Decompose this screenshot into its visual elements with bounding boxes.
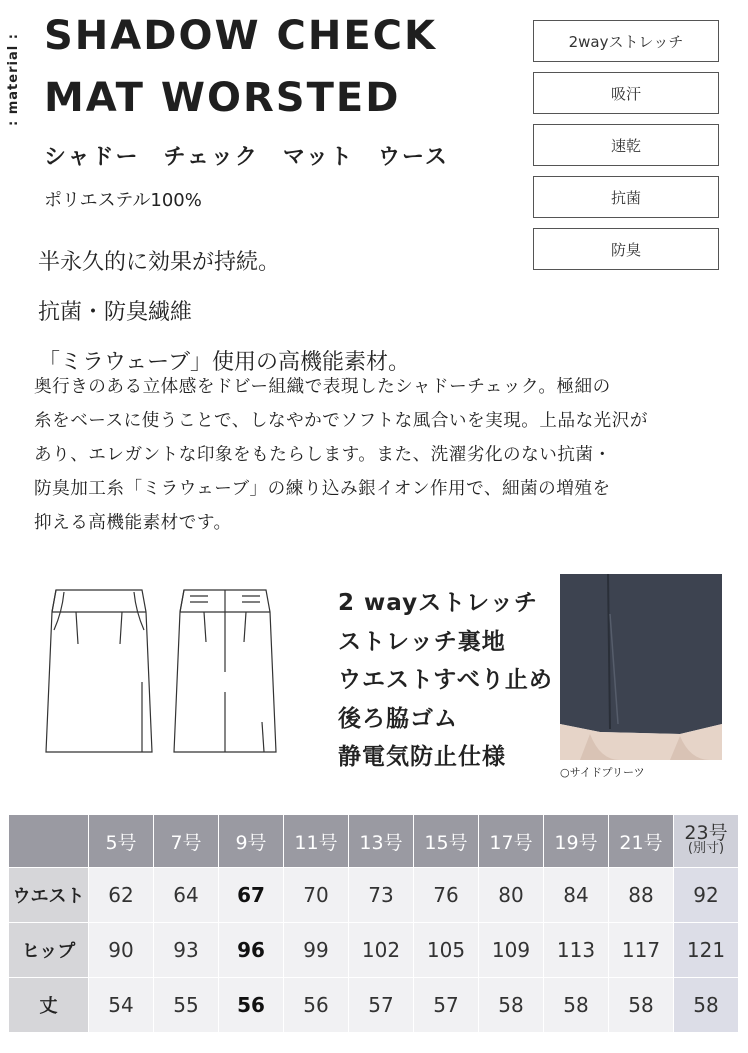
table-cell: 88	[609, 868, 674, 923]
side-pleat-photo	[560, 574, 722, 760]
description-line: あり、エレガントな印象をもたらします。また、洗濯劣化のない抗菌・	[34, 445, 612, 465]
size-header: 21号	[609, 815, 674, 868]
feature-box: 防臭	[533, 228, 719, 270]
table-cell: 55	[154, 978, 219, 1033]
spec-item: 2 wayストレッチ	[338, 590, 538, 616]
skirt-back-drawing	[168, 582, 280, 760]
table-cell: 84	[544, 868, 609, 923]
table-cell: 92	[674, 868, 739, 923]
spec-item: 後ろ脇ゴム	[338, 705, 458, 732]
table-cell: 62	[89, 868, 154, 923]
description-line: 糸をベースに使うことで、しなやかでソフトな風合いを実現。上品な光沢が	[34, 411, 648, 431]
description-line: 抑える高機能素材です。	[34, 513, 232, 533]
table-cell: 121	[674, 923, 739, 978]
fabric-composition: ポリエステル100%	[44, 190, 202, 211]
size-header: 9号	[219, 815, 284, 868]
kana-name: シャドー チェック マット ウース	[44, 145, 449, 170]
table-cell: 117	[609, 923, 674, 978]
table-cell: 93	[154, 923, 219, 978]
photo-caption: ○サイドプリーツ	[560, 766, 645, 779]
row-label: ウエスト	[9, 868, 89, 923]
table-row-length	[9, 978, 739, 1033]
lead-line: 抗菌・防臭繊維	[38, 300, 193, 325]
size-header: 17号	[479, 815, 544, 868]
title-line-2: MAT WORSTED	[44, 75, 401, 121]
table-corner	[9, 815, 89, 868]
table-cell: 58	[544, 978, 609, 1033]
table-cell: 56	[219, 978, 284, 1033]
description-line: 奥行きのある立体感をドビー組織で表現したシャドーチェック。極細の	[34, 377, 611, 397]
feature-box: 2wayストレッチ	[533, 20, 719, 62]
feature-boxes	[533, 20, 719, 280]
size-header: 11号	[284, 815, 349, 868]
side-pleat-image	[560, 574, 722, 760]
table-cell: 96	[219, 923, 284, 978]
size-header: 13号	[349, 815, 414, 868]
feature-box: 吸汗	[533, 72, 719, 114]
spec-list	[338, 584, 553, 777]
table-cell: 76	[414, 868, 479, 923]
size-header-note: (別寸)	[687, 841, 725, 856]
table-cell: 70	[284, 868, 349, 923]
table-cell: 58	[609, 978, 674, 1033]
size-header: 15号	[414, 815, 479, 868]
table-cell: 105	[414, 923, 479, 978]
skirt-front-drawing	[42, 582, 154, 760]
size-header: 5号	[89, 815, 154, 868]
table-cell: 67	[219, 868, 284, 923]
feature-box: 速乾	[533, 124, 719, 166]
size-table	[8, 814, 739, 1033]
table-cell: 58	[479, 978, 544, 1033]
lead-line: 半永久的に効果が持続。	[38, 250, 281, 275]
table-row-waist	[9, 868, 739, 923]
size-header-label: 23号	[684, 822, 728, 844]
table-cell: 113	[544, 923, 609, 978]
spec-item: 静電気防止仕様	[338, 744, 506, 770]
material-tag: : material :	[6, 33, 21, 126]
table-cell: 99	[284, 923, 349, 978]
table-cell: 64	[154, 868, 219, 923]
spec-item: ストレッチ裏地	[338, 628, 506, 655]
size-header-special	[674, 815, 739, 868]
table-cell: 109	[479, 923, 544, 978]
table-cell: 80	[479, 868, 544, 923]
lead-line: 「ミラウェーブ」使用の高機能素材。	[38, 350, 411, 375]
table-cell: 54	[89, 978, 154, 1033]
table-cell: 90	[89, 923, 154, 978]
table-cell: 57	[414, 978, 479, 1033]
size-header: 19号	[544, 815, 609, 868]
description	[34, 370, 724, 540]
row-label: 丈	[9, 978, 89, 1033]
table-cell: 73	[349, 868, 414, 923]
table-cell: 58	[674, 978, 739, 1033]
feature-box: 抗菌	[533, 176, 719, 218]
title-line-1: SHADOW CHECK	[44, 13, 438, 59]
description-line: 防臭加工糸「ミラウェーブ」の練り込み銀イオン作用で、細菌の増殖を	[34, 479, 611, 499]
table-cell: 56	[284, 978, 349, 1033]
size-header-row	[9, 815, 739, 868]
spec-item: ウエストすべり止め	[338, 667, 553, 693]
lead-text	[38, 238, 410, 388]
table-cell: 102	[349, 923, 414, 978]
size-header: 7号	[154, 815, 219, 868]
table-row-hip	[9, 923, 739, 978]
table-cell: 57	[349, 978, 414, 1033]
row-label: ヒップ	[9, 923, 89, 978]
